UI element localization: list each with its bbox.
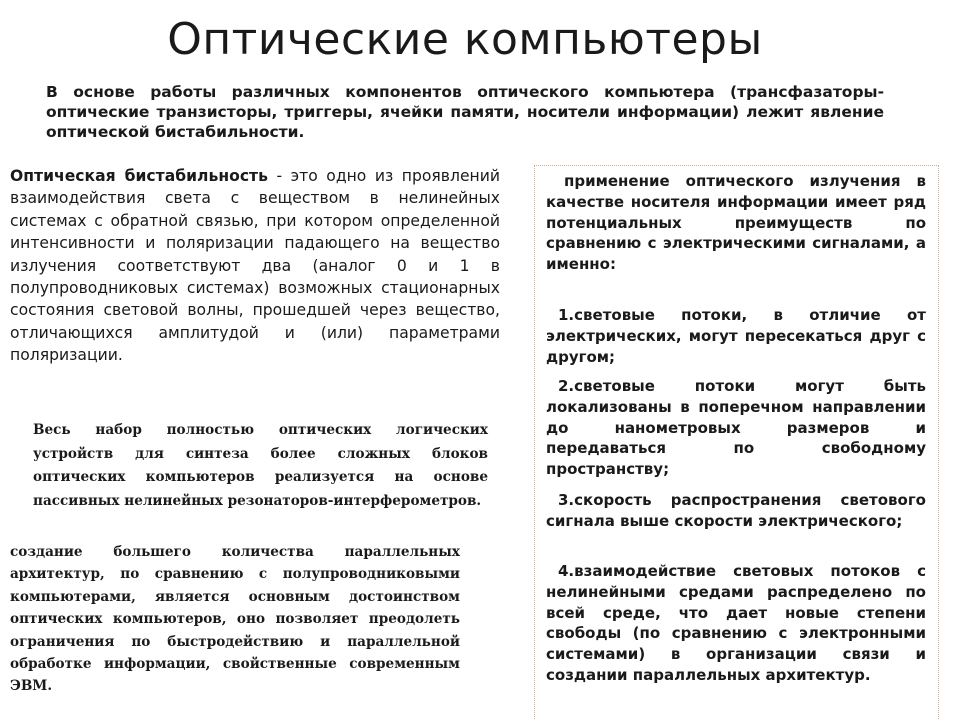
bistability-term: Оптическая бистабильность [10,167,268,185]
parallel-architecture-paragraph: создание большего количества параллельных архитектур, по сравнению с полупроводниковыми компьютерами, является основным достоинством оптических компьютеров, оно позволяет преодолеть ограничения по быстродействию и параллельной обработке информации, свойственные современным ЭВМ. [10,544,460,695]
advantage-item-2: 2.световые потоки могут быть локализованы в поперечном направлении до нанометровых размеров и передаваться по свободному пространству; [546,377,926,479]
slide-title: Оптические компьютеры [167,14,763,65]
advantage-item-4: 4.взаимодействие световых потоков с нелинейными средами распределено по всей среде, что дает новые степени свободы (по сравнению с электронными системами) в организации связи и создании параллельных архитектур. [546,562,926,684]
bistability-paragraph [10,165,500,367]
advantages-lead: применение оптического излучения в качестве носителя информации имеет ряд потенциальных преимуществ по сравнению с электрическими сигналами, а именно: [546,172,926,274]
bistability-definition: - это одно из проявлений взаимодействия света с веществом в нелинейных системах с обратной связью, при котором определенной интенсивности и поляризации падающего на вещество излучения соответствуют два (аналог 0 и 1 в полупроводниковых системах) возможных стационарных состояния световой волны, прошедшей через вещество, отличающихся амплитудой и (или) параметрами поляризации. [10,167,500,365]
advantage-item-3: 3.скорость распространения светового сигнала выше скорости электрического; [546,491,926,530]
advantage-item-1: 1.световые потоки, в отличие от электрических, могут пересекаться друг с другом; [546,306,926,366]
logic-devices-paragraph: Весь набор полностью оптических логических устройств для синтеза более сложных блоков оптических компьютеров реализуется на основе пассивных нелинейных резонаторов-интерферометров. [33,422,488,509]
intro-paragraph: В основе работы различных компонентов оптического компьютера (трансфазаторы-оптические транзисторы, триггеры, ячейки памяти, носители информации) лежит явление оптической бистабильности. [46,83,884,141]
